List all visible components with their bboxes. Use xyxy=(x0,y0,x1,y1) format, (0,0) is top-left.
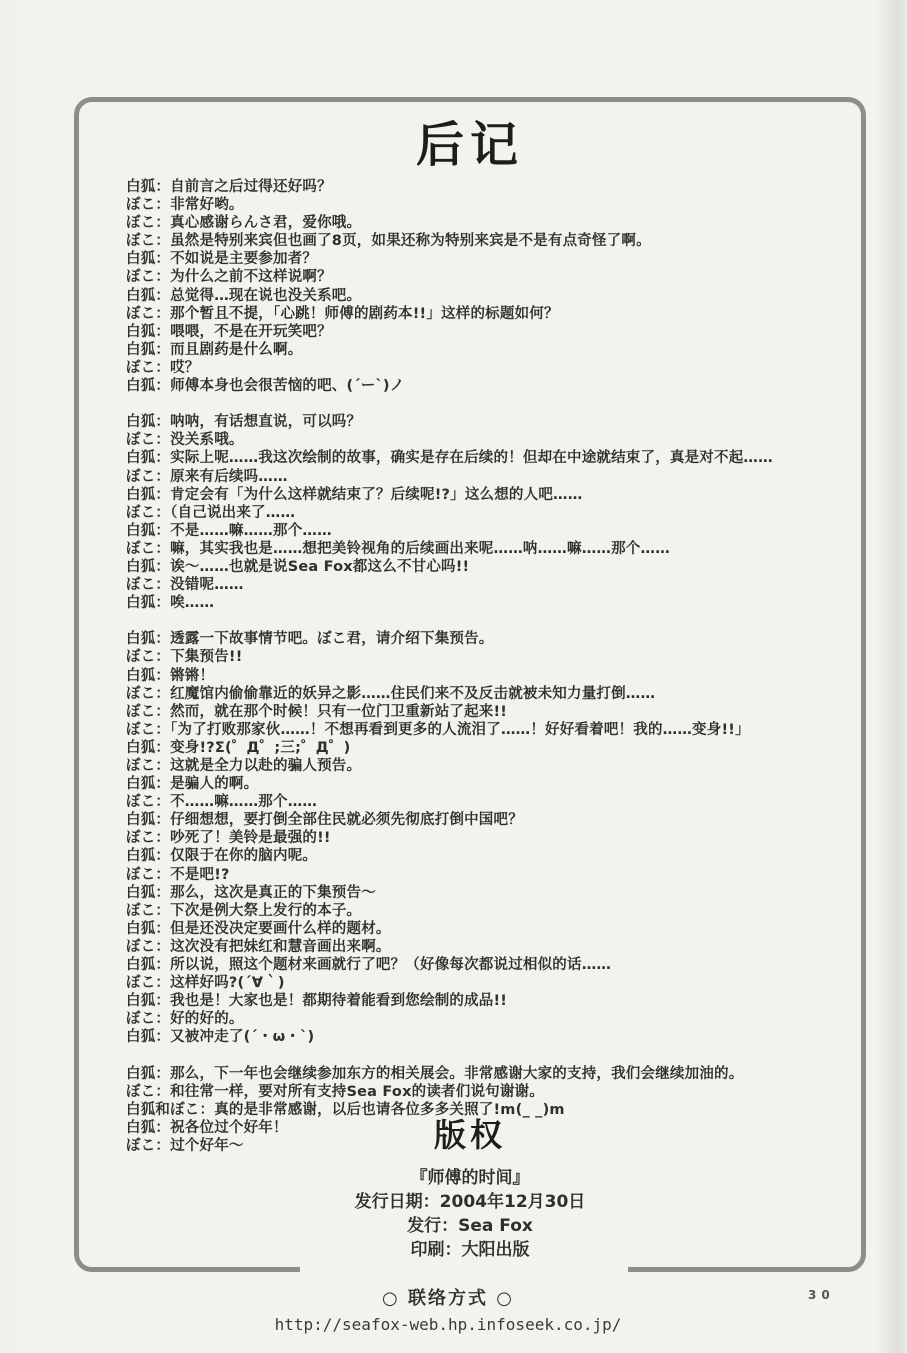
contact-heading: ○ 联络方式 ○ xyxy=(382,1288,514,1309)
dialogue-line: 白狐：那么，下一年也会继续参加东方的相关展会。非常感谢大家的支持，我们会继续加油的。 xyxy=(126,1065,744,1082)
dialogue-line: 白狐：实际上呢……我这次绘制的故事，确实是存在后续的！但却在中途就结束了，真是对不起…… xyxy=(126,450,773,467)
dialogue-line: ぼこ：真心感谢らんさ君，爱你哦。 xyxy=(126,215,362,232)
dialogue-line: 白狐：而且剧药是什么啊。 xyxy=(126,341,303,358)
printer: 印刷：大阳出版 xyxy=(410,1240,530,1260)
dialogue-line: 白狐：师傅本身也会很苦恼的吧、(´ー`)ノ xyxy=(126,378,405,395)
colophon-block xyxy=(74,1166,866,1262)
dialogue-line: 白狐：祝各位过个好年！ xyxy=(126,1119,288,1136)
dialogue-line: 白狐：锵锵！ xyxy=(126,667,215,684)
dialogue-line: 白狐：又被冲走了(´・ω・`) xyxy=(126,1029,315,1046)
dialogue-line: 白狐：喂喂，不是在开玩笑吧？ xyxy=(126,323,332,340)
dialogue-line: 白狐：但是还没决定要画什么样的题材。 xyxy=(126,920,391,937)
dialogue-line: ぼこ：那个暂且不提，「心跳！师傅的剧药本!!」这样的标题如何？ xyxy=(126,305,559,322)
dialogue-line: ぼこ：原来有后续吗…… xyxy=(126,468,288,485)
dialogue-line: ぼこ：虽然是特别来宾但也画了8页，如果还称为特别来宾是不是有点奇怪了啊。 xyxy=(126,233,651,250)
page-border-bottom-gap xyxy=(300,1260,628,1276)
page-title: 后记 xyxy=(415,117,524,173)
dialogue-line: ぼこ：（自己说出来了…… xyxy=(126,504,296,521)
dialogue-line: ぼこ：这就是全力以赴的骗人预告。 xyxy=(126,758,362,774)
copyright-heading: 版权 xyxy=(433,1116,506,1154)
dialogue-line: 白狐和ぼこ：真的是非常感谢，以后也请各位多多关照了!m(_ _)m xyxy=(126,1101,565,1118)
dialogue-line: 白狐：自前言之后过得还好吗？ xyxy=(126,179,332,195)
dialogue-line: ぼこ：「为了打败那家伙……！不想再看到更多的人流泪了……！好好看着吧！我的……变身!!」 xyxy=(126,721,750,738)
dialogue-section xyxy=(126,630,846,1046)
dialogue-line: 白狐：仅限于在你的脑内呢。 xyxy=(126,848,318,865)
dialogue-line: 白狐：透露一下故事情节吧。ぼこ君，请介绍下集预告。 xyxy=(126,631,494,648)
dialogue-line: 白狐：呐呐，有话想直说，可以吗？ xyxy=(126,414,362,431)
dialogue-line: ぼこ：不……嘛……那个…… xyxy=(126,794,318,811)
dialogue-line: 白狐：变身!?Σ(゜Д゜;三;゜Д゜) xyxy=(126,739,351,756)
dialogue-line: 白狐：肯定会有「为什么这样就结束了？后续呢!?」这么想的人吧…… xyxy=(126,486,583,503)
dialogue-line: ぼこ：下集预告!! xyxy=(126,649,243,666)
dialogue-line: ぼこ：过个好年～ xyxy=(126,1137,244,1154)
dialogue-line: ぼこ：非常好哟。 xyxy=(126,197,244,214)
dialogue-line: ぼこ：没关系哦。 xyxy=(126,432,244,449)
dialogue-line: 白狐：那么，这次是真正的下集预告～ xyxy=(126,884,376,901)
dialogue-line: 白狐：所以说，照这个题材来画就行了吧？（好像每次都说过相似的话…… xyxy=(126,957,612,974)
dialogue-line: 白狐：仔细想想，要打倒全部住民就必须先彻底打倒中国吧？ xyxy=(126,812,523,829)
website-url: http://seafox-web.hp.infoseek.co.jp/ xyxy=(274,1315,622,1334)
dialogue-line: ぼこ：这次没有把妹红和慧音画出来啊。 xyxy=(126,938,391,955)
publisher: 发行：Sea Fox xyxy=(407,1216,533,1236)
dialogue-line: ぼこ：嘛，其实我也是……想把美铃视角的后续画出来呢……呐……嘛……那个…… xyxy=(126,540,670,557)
dialogue-line: ぼこ：这样好吗?(´∀｀) xyxy=(126,975,285,992)
release-date: 发行日期：2004年12月30日 xyxy=(354,1192,586,1212)
dialogue-block xyxy=(126,178,846,1155)
dialogue-line: ぼこ：哎？ xyxy=(126,359,200,376)
dialogue-line: ぼこ：好的好的。 xyxy=(126,1011,244,1028)
dialogue-line: ぼこ：不是吧!? xyxy=(126,866,230,883)
dialogue-line: 白狐：不是……嘛……那个…… xyxy=(126,522,332,539)
dialogue-line: 白狐：总觉得…现在说也没关系吧。 xyxy=(126,287,362,304)
dialogue-line: 白狐：诶～……也就是说Sea Fox都这么不甘心吗!! xyxy=(126,558,470,575)
dialogue-section xyxy=(126,413,846,612)
page-number: 30 xyxy=(808,1288,835,1302)
dialogue-line: ぼこ：然而，就在那个时候！只有一位门卫重新站了起来!! xyxy=(126,703,508,720)
page-footer xyxy=(0,1284,896,1334)
dialogue-line: 白狐：不如说是主要参加者？ xyxy=(126,251,318,268)
dialogue-line: ぼこ：没错呢…… xyxy=(126,577,244,594)
dialogue-section xyxy=(126,178,846,395)
dialogue-line: ぼこ：吵死了！美铃是最强的!! xyxy=(126,830,331,847)
book-title: 『师傅的时间』 xyxy=(410,1168,530,1188)
dialogue-line: ぼこ：红魔馆内偷偷靠近的妖异之影……住民们来不及反击就被未知力量打倒…… xyxy=(126,685,656,702)
dialogue-line: 白狐：唉…… xyxy=(126,595,215,612)
dialogue-line: 白狐：我也是！大家也是！都期待着能看到您绘制的成品!! xyxy=(126,993,508,1010)
dialogue-line: ぼこ：和往常一样，要对所有支持Sea Fox的读者们说句谢谢。 xyxy=(126,1083,544,1100)
dialogue-line: 白狐：是骗人的啊。 xyxy=(126,776,259,793)
dialogue-line: ぼこ：下次是例大祭上发行的本子。 xyxy=(126,902,362,919)
dialogue-line: ぼこ：为什么之前不这样说啊？ xyxy=(126,269,332,286)
